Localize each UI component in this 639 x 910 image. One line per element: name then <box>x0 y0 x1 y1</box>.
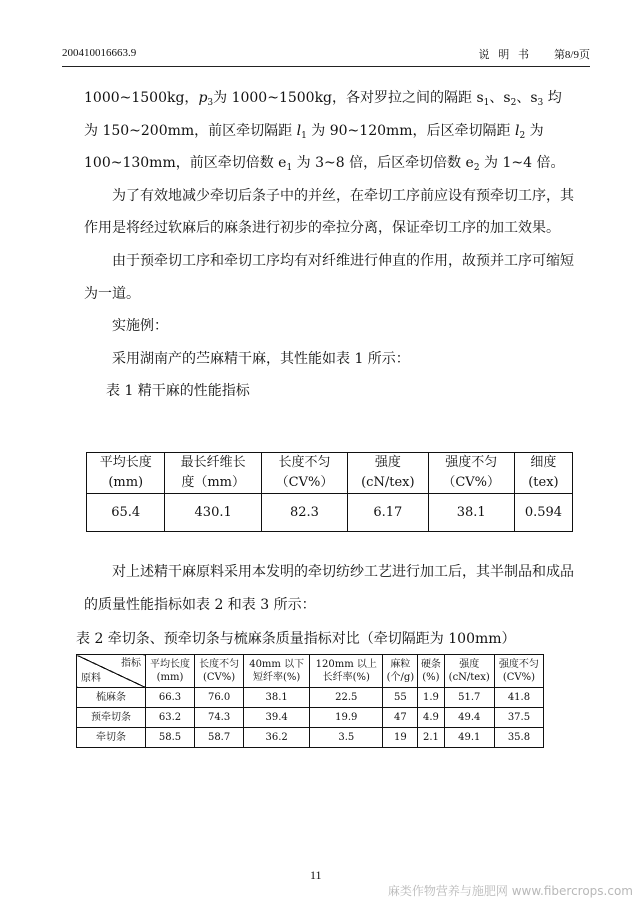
table1-header-cell: 细度 (tex) <box>514 453 572 494</box>
table2-cell: 66.3 <box>146 688 195 708</box>
table2-cell: 22.5 <box>310 688 383 708</box>
table1-value-cell: 82.3 <box>261 494 347 532</box>
table1-fiber-properties <box>86 452 573 532</box>
table2-cell: 47 <box>383 708 418 728</box>
table2-corner-cell <box>77 655 146 688</box>
watermark: 麻类作物营养与施肥网 www.fibercrops.com <box>387 884 633 898</box>
page-header <box>62 40 590 67</box>
table2-row <box>77 728 544 748</box>
table1-value-cell: 0.594 <box>514 494 572 532</box>
table2-row-label: 牵切条 <box>77 728 146 748</box>
table2-cell: 63.2 <box>146 708 195 728</box>
table2-cell: 58.7 <box>195 728 244 748</box>
table2-cell: 4.9 <box>418 708 444 728</box>
table1-value-cell: 65.4 <box>87 494 165 532</box>
table2-cell: 3.5 <box>310 728 383 748</box>
paragraph-processing-results: 对上述精干麻原料采用本发明的牵切纺纱工艺进行加工后，其半制品和成品的质量性能指标如表 2 和表 3 所示： <box>84 564 574 613</box>
table2-row <box>77 708 544 728</box>
paragraph-example-heading: 实施例： <box>112 318 168 335</box>
table2-cell: 74.3 <box>195 708 244 728</box>
table2-corner-top: 指标 <box>121 658 141 669</box>
table2-cell: 51.7 <box>444 688 494 708</box>
table1-header-cell: 平均长度 (mm) <box>87 453 165 494</box>
table2-cell: 1.9 <box>418 688 444 708</box>
table2-header-cell: 平均长度 (mm) <box>146 655 195 688</box>
table2-header-row <box>77 655 544 688</box>
table1-header-cell: 长度不匀 （CV%） <box>261 453 347 494</box>
table2-header-cell: 强度 (cN/tex) <box>444 655 494 688</box>
document-name: 说 明 书 <box>478 49 532 61</box>
table2-cell: 37.5 <box>494 708 543 728</box>
table1-value-cell: 38.1 <box>428 494 514 532</box>
table2-header-cell: 长度不匀 (CV%) <box>195 655 244 688</box>
table2-cell: 35.8 <box>494 728 543 748</box>
table2-corner-bottom: 原料 <box>81 673 101 684</box>
table1-header-cell: 最长纤维长 度（mm） <box>165 453 261 494</box>
table1-value-row <box>87 494 573 532</box>
table2-cell: 36.2 <box>244 728 310 748</box>
table2-cell: 38.1 <box>244 688 310 708</box>
table2-header-cell: 硬条 (%) <box>418 655 444 688</box>
table2-cell: 55 <box>383 688 418 708</box>
table1-value-cell: 6.17 <box>348 494 428 532</box>
table1-header-cell: 强度 (cN/tex) <box>348 453 428 494</box>
page-info: 第8/9页 <box>553 49 590 61</box>
table2-cell: 2.1 <box>418 728 444 748</box>
table2-cell: 49.4 <box>444 708 494 728</box>
table2-row <box>77 688 544 708</box>
table1-caption: 表 1 精干麻的性能指标 <box>106 383 250 400</box>
paragraph-pre-drafting: 为了有效地减少牵切后条子中的并丝，在牵切工序前应设有预牵切工序，其作用是将经过软麻后的麻条进行初步的牵拉分离，保证牵切工序的加工效果。 <box>84 187 574 237</box>
document-number: 200410016663.9 <box>62 47 137 59</box>
table1-header-row <box>87 453 573 494</box>
table2-sliver-quality <box>76 654 544 748</box>
table1-value-cell: 430.1 <box>165 494 261 532</box>
body-text-lower <box>84 556 574 621</box>
table2-row-label: 预牵切条 <box>77 708 146 728</box>
table1-header-cell: 强度不匀 （CV%） <box>428 453 514 494</box>
table2-cell: 76.0 <box>195 688 244 708</box>
table2-header-cell: 麻粒 (个/g) <box>383 655 418 688</box>
paragraph-material: 采用湖南产的苎麻精干麻，其性能如表 1 所示： <box>112 350 410 367</box>
table2-cell: 58.5 <box>146 728 195 748</box>
page-number: 11 <box>310 868 322 882</box>
paragraph-parameters: 1000~1500kg，$p_3$为 1000~1500kg，各对罗拉之间的隔距 $s_1$、$s_2$、$s_3$ 均为 150~200mm，前区牵切隔距 $l_1$ 为 90~120mm，后区牵切隔距 $l_2$ 为 100~130mm，前区牵切倍数 $e_1$ 为 3~8 倍，后区牵切倍数 $e_2$ 为 1~4 倍。 <box>84 90 565 174</box>
table2-cell: 39.4 <box>244 708 310 728</box>
table2-cell: 19.9 <box>310 708 383 728</box>
table2-cell: 41.8 <box>494 688 543 708</box>
table2-row-label: 梳麻条 <box>77 688 146 708</box>
table2-caption: 表 2 牵切条、预牵切条与梳麻条质量指标对比（牵切隔距为 100mm） <box>76 631 516 647</box>
body-text <box>84 82 574 408</box>
paragraph-shorten-process: 由于预牵切工序和牵切工序均有对纤维进行伸直的作用，故预并工序可缩短为一道。 <box>84 252 574 302</box>
table2-header-cell: 强度不匀 (CV%) <box>494 655 543 688</box>
table2-cell: 49.1 <box>444 728 494 748</box>
table2-header-cell: 40mm 以下 短纤率(%) <box>244 655 310 688</box>
table2-header-cell: 120mm 以上 长纤率(%) <box>310 655 383 688</box>
table2-cell: 19 <box>383 728 418 748</box>
